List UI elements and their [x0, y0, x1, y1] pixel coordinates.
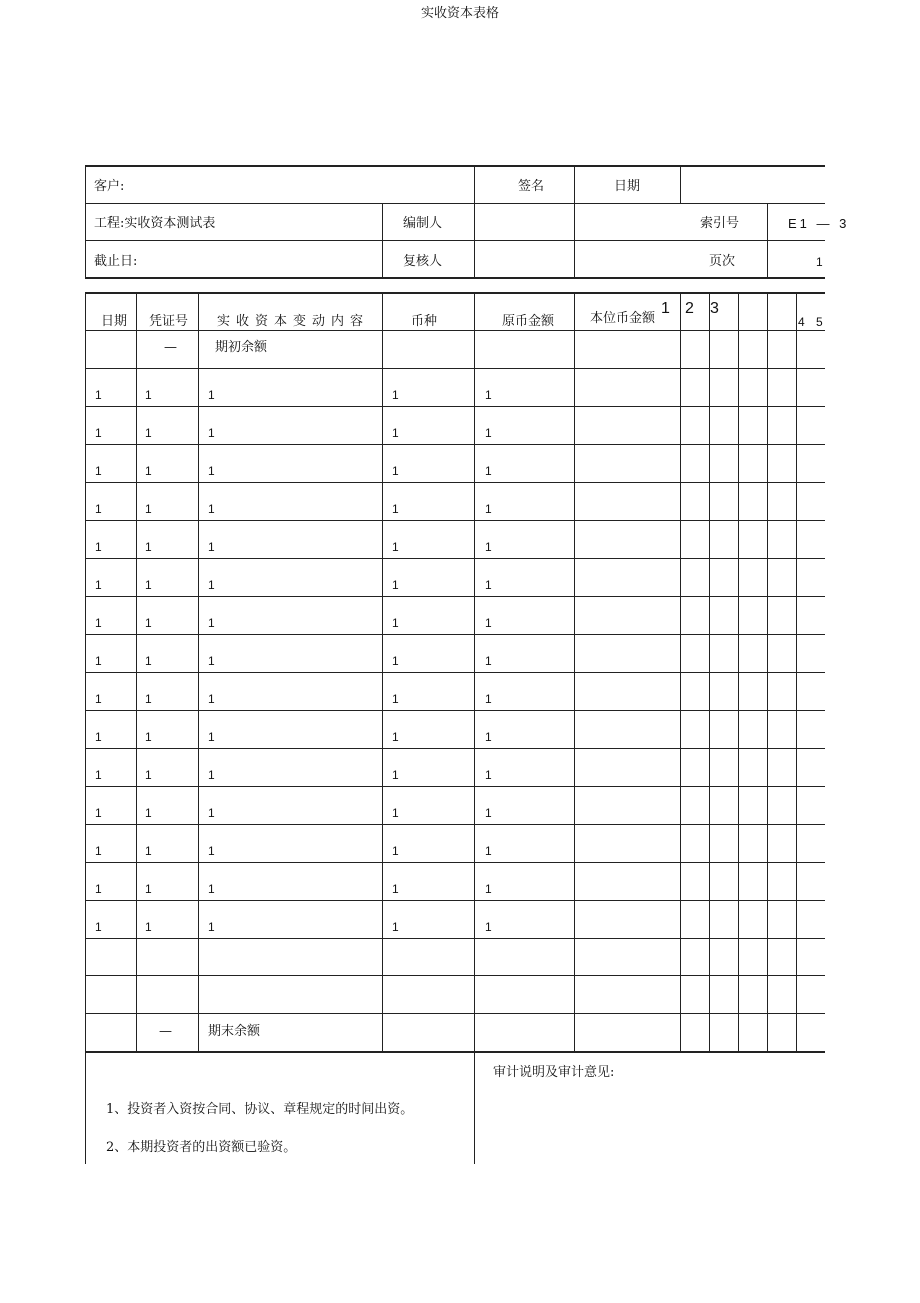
row-currency: 1 [392, 388, 399, 402]
page-label: 页次 [709, 254, 736, 269]
row-voucher: 1 [145, 654, 152, 668]
client-label: 客户: [94, 179, 125, 194]
row-currency: 1 [392, 730, 399, 744]
row-currency: 1 [392, 616, 399, 630]
row-voucher: 1 [145, 920, 152, 934]
row-date: 1 [95, 540, 102, 554]
row-date: 1 [95, 426, 102, 440]
col-header-currency: 币种 [411, 314, 438, 329]
col-header-mark-2: 2 [685, 300, 694, 317]
row-content: 1 [208, 692, 215, 706]
row-content: 1 [208, 388, 215, 402]
row-voucher: 1 [145, 882, 152, 896]
row-currency: 1 [392, 806, 399, 820]
project-label: 工程:实收资本测试表 [94, 216, 216, 231]
row-content: 1 [208, 616, 215, 630]
row-original-amount: 1 [485, 502, 492, 516]
row-original-amount: 1 [485, 654, 492, 668]
row-content: 1 [208, 464, 215, 478]
col-header-voucher: 凭证号 [149, 314, 189, 329]
row-voucher: 1 [145, 616, 152, 630]
row-currency: 1 [392, 464, 399, 478]
row-content: 1 [208, 426, 215, 440]
row-date: 1 [95, 616, 102, 630]
closing-voucher-dash: — [159, 1024, 172, 1039]
col-header-mark-1: 1 [661, 300, 670, 317]
row-currency: 1 [392, 920, 399, 934]
col-header-mark-3: 3 [710, 300, 719, 317]
row-currency: 1 [392, 502, 399, 516]
row-voucher: 1 [145, 502, 152, 516]
row-voucher: 1 [145, 768, 152, 782]
row-date: 1 [95, 502, 102, 516]
row-voucher: 1 [145, 730, 152, 744]
opening-balance-label: 期初余额 [215, 340, 268, 355]
row-currency: 1 [392, 654, 399, 668]
opening-voucher-dash: — [164, 340, 177, 355]
row-currency: 1 [392, 540, 399, 554]
note-item-1: 1、投资者入资按合同、协议、章程规定的时间出资。 [106, 1102, 414, 1117]
row-content: 1 [208, 882, 215, 896]
row-voucher: 1 [145, 806, 152, 820]
row-content: 1 [208, 768, 215, 782]
row-date: 1 [95, 806, 102, 820]
row-original-amount: 1 [485, 768, 492, 782]
row-original-amount: 1 [485, 426, 492, 440]
row-date: 1 [95, 692, 102, 706]
row-voucher: 1 [145, 540, 152, 554]
row-original-amount: 1 [485, 692, 492, 706]
index-value: E1 — 3 [788, 216, 850, 231]
row-original-amount: 1 [485, 616, 492, 630]
row-date: 1 [95, 920, 102, 934]
row-original-amount: 1 [485, 578, 492, 592]
row-content: 1 [208, 654, 215, 668]
row-date: 1 [95, 730, 102, 744]
row-voucher: 1 [145, 692, 152, 706]
row-voucher: 1 [145, 578, 152, 592]
row-voucher: 1 [145, 388, 152, 402]
cutoff-label: 截止日: [94, 254, 138, 269]
row-date: 1 [95, 388, 102, 402]
col-header-original-amount: 原币金额 [502, 314, 555, 329]
row-original-amount: 1 [485, 730, 492, 744]
closing-balance-label: 期末余额 [208, 1024, 261, 1039]
row-voucher: 1 [145, 844, 152, 858]
row-currency: 1 [392, 882, 399, 896]
row-content: 1 [208, 806, 215, 820]
row-currency: 1 [392, 768, 399, 782]
row-currency: 1 [392, 578, 399, 592]
row-original-amount: 1 [485, 464, 492, 478]
row-original-amount: 1 [485, 388, 492, 402]
row-date: 1 [95, 578, 102, 592]
row-original-amount: 1 [485, 806, 492, 820]
row-original-amount: 1 [485, 882, 492, 896]
col-header-mark-4: 4 [798, 315, 805, 329]
col-header-content: 实收资本变动内容 [217, 314, 370, 329]
signature-label: 签名 [518, 179, 545, 194]
row-original-amount: 1 [485, 844, 492, 858]
row-date: 1 [95, 654, 102, 668]
reviewer-label: 复核人 [403, 254, 443, 269]
row-content: 1 [208, 730, 215, 744]
note-item-2: 2、本期投资者的出资额已验资。 [106, 1140, 297, 1155]
audit-opinion-label: 审计说明及审计意见: [493, 1065, 615, 1080]
col-header-date: 日期 [101, 314, 128, 329]
document-title: 实收资本表格 [420, 6, 499, 21]
row-content: 1 [208, 540, 215, 554]
row-date: 1 [95, 882, 102, 896]
col-header-mark-5: 5 [816, 315, 823, 329]
row-content: 1 [208, 844, 215, 858]
page-value: 1 [816, 255, 823, 269]
row-content: 1 [208, 578, 215, 592]
preparer-label: 编制人 [403, 216, 443, 231]
row-content: 1 [208, 502, 215, 516]
index-label: 索引号 [700, 216, 740, 231]
row-original-amount: 1 [485, 920, 492, 934]
row-date: 1 [95, 844, 102, 858]
row-date: 1 [95, 464, 102, 478]
col-header-local-amount: 本位币金额 [590, 311, 656, 326]
row-original-amount: 1 [485, 540, 492, 554]
row-currency: 1 [392, 426, 399, 440]
row-date: 1 [95, 768, 102, 782]
row-content: 1 [208, 920, 215, 934]
row-currency: 1 [392, 844, 399, 858]
date-label: 日期 [614, 179, 641, 194]
row-voucher: 1 [145, 426, 152, 440]
row-currency: 1 [392, 692, 399, 706]
row-voucher: 1 [145, 464, 152, 478]
